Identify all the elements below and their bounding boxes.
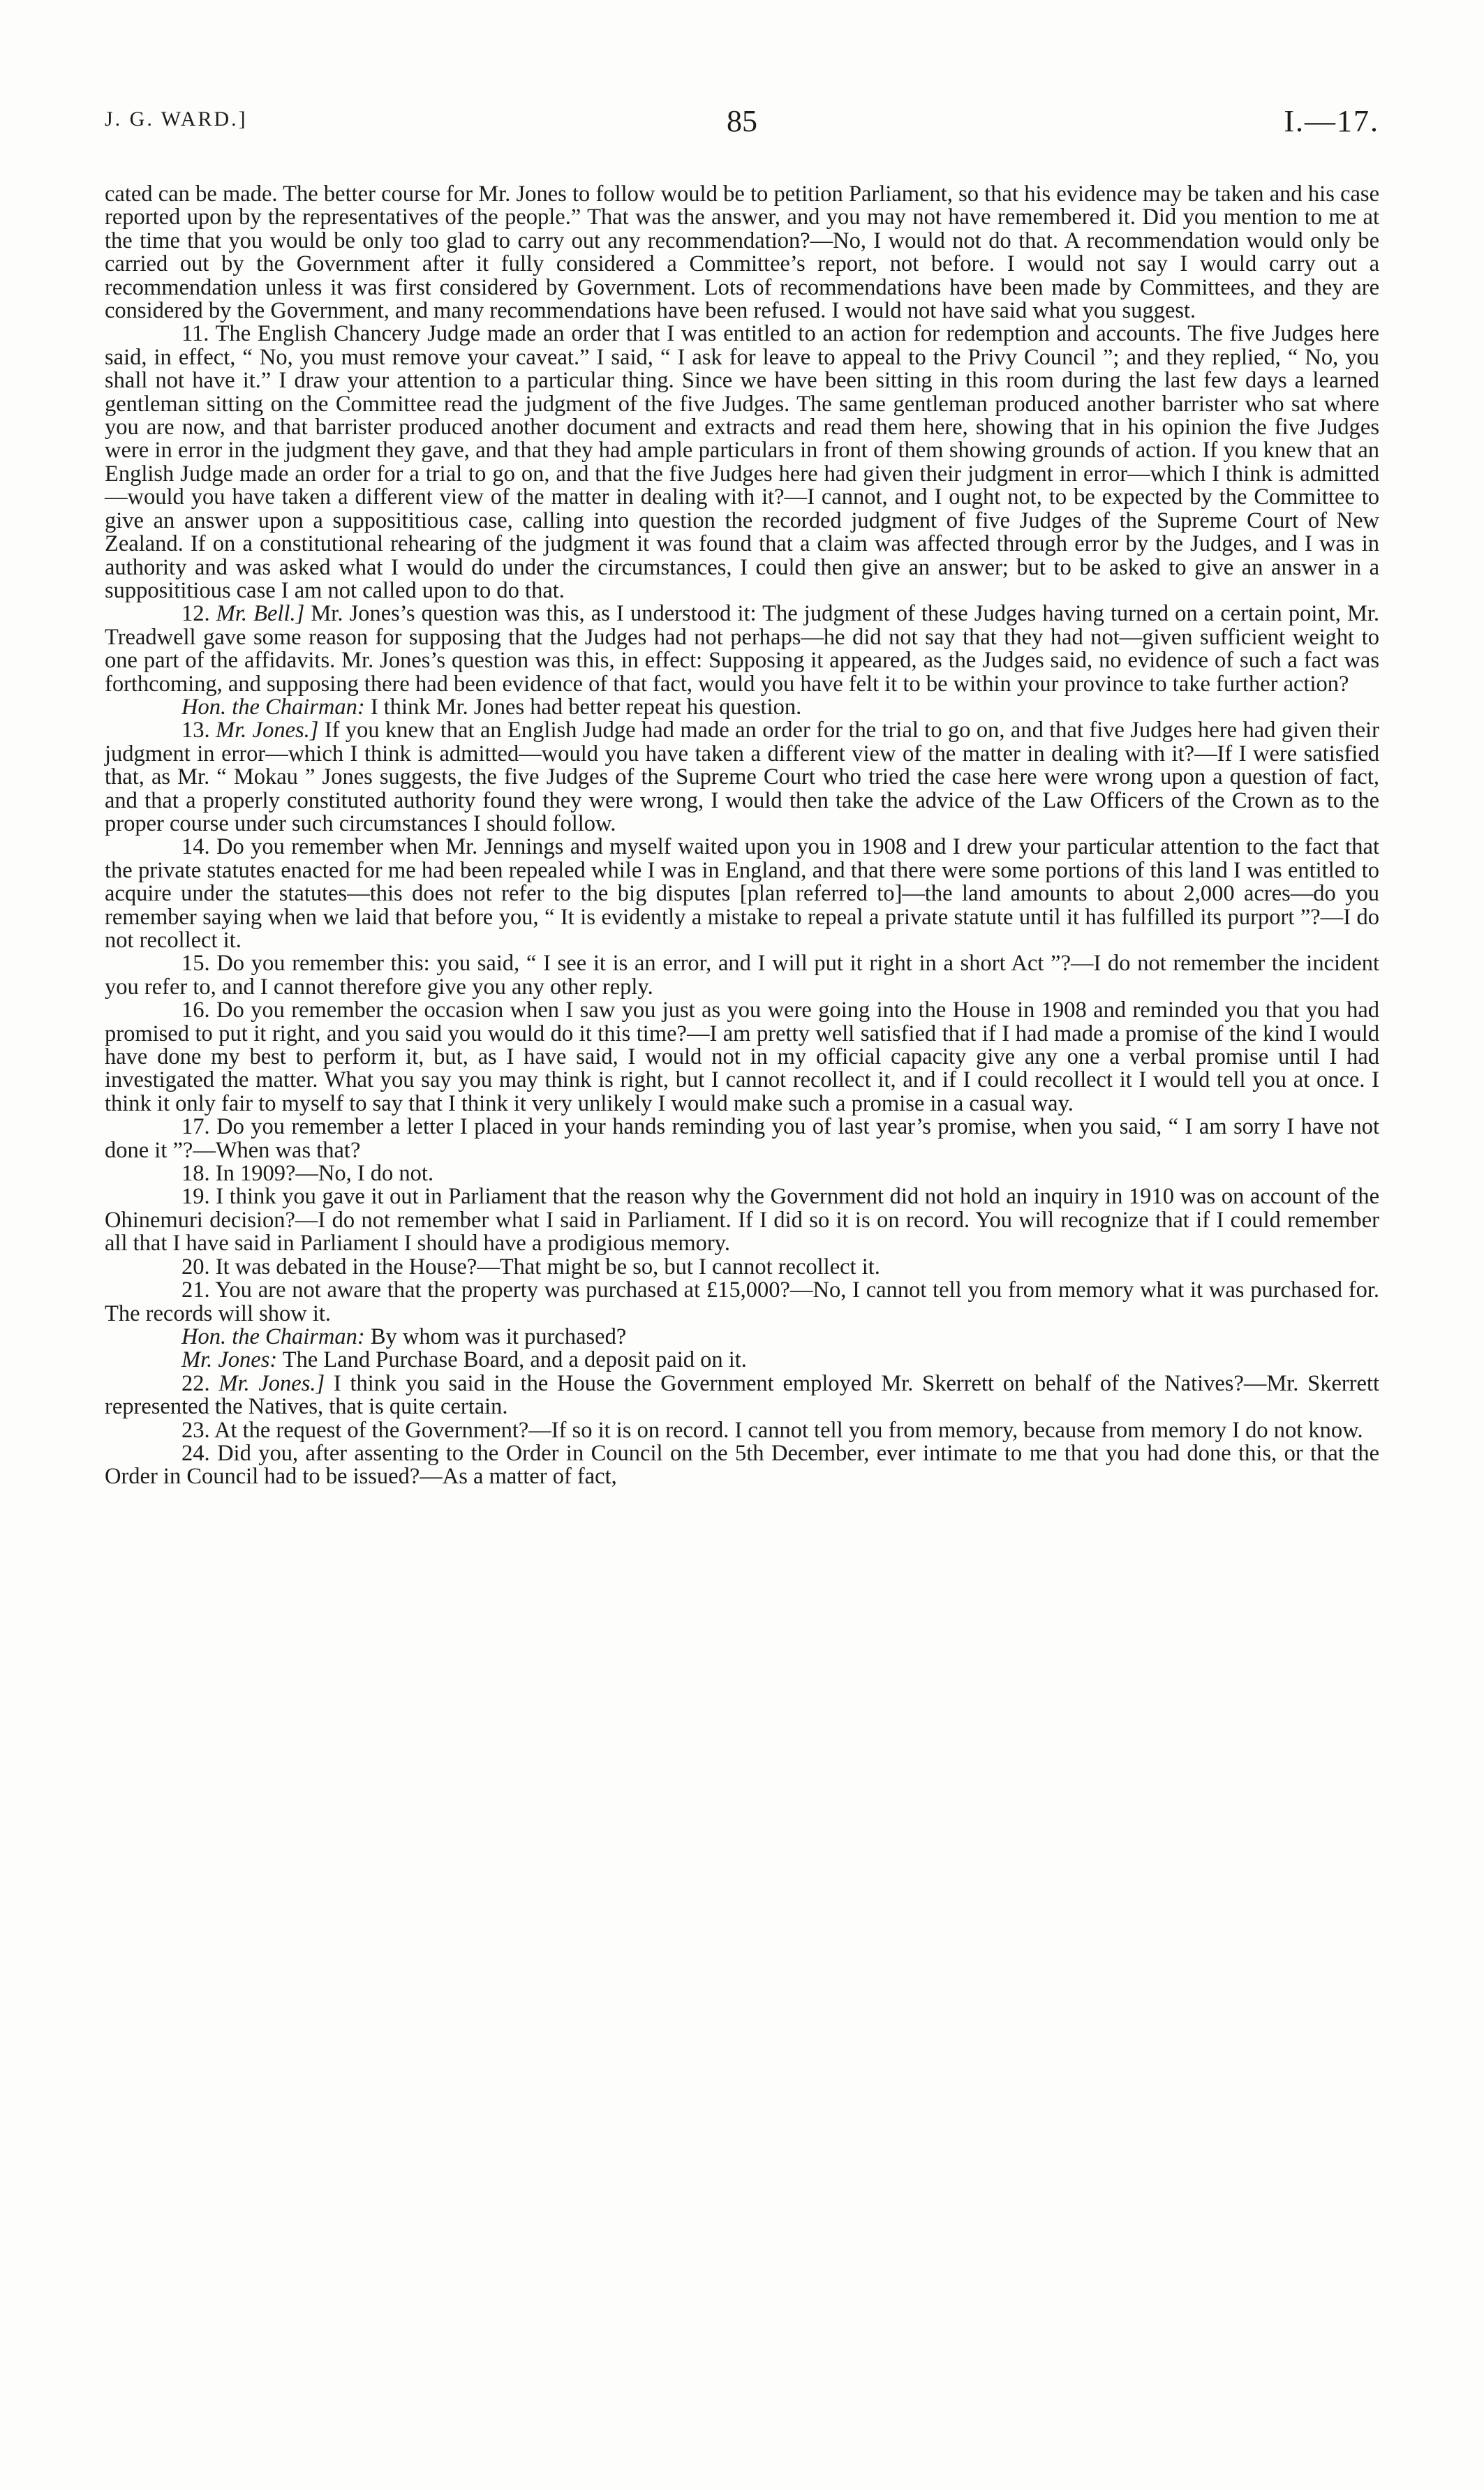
paragraph-text: Do you remember a letter I placed in your hands reminding you of last year’s promise, when you said, “ I am sorry I have not done it ”?—When was that?: [105, 1114, 1380, 1163]
paragraph-text: The Land Purchase Board, and a deposit paid on it.: [282, 1347, 747, 1373]
question-paragraph: [105, 1419, 1379, 1442]
speaker-label: Mr. Jones.]: [218, 1370, 325, 1396]
witness-name: J. G. WARD.]: [105, 108, 248, 131]
paper-reference: I.—17.: [1284, 104, 1379, 138]
question-number: 15.: [181, 951, 210, 977]
paragraph-text: I think Mr. Jones had better repeat his question.: [370, 694, 802, 720]
question-paragraph: [105, 323, 1379, 602]
paragraph-text: If you knew that an English Judge had made an order for the trial to go on, and that five Judges here had given their judgment in error—which I think is admitted—would you have taken a different view of the matter in dealing with it?—If I were satisfied that, as Mr. “ Mokau ” Jones suggests, the five Judges of the Supreme Court who tried the case here were wrong upon a question of fact, and that a properly constituted authority found they were wrong, I would then take the advice of the Law Officers of the Crown as to the proper course under such circumstances I should follow.: [105, 718, 1380, 836]
speaker-paragraph: [105, 1349, 1379, 1372]
question-number: 17.: [181, 1114, 210, 1140]
question-paragraph: [105, 999, 1379, 1116]
paragraph-text: Do you remember the occasion when I saw you just as you were going into the House in 1908 and reminded you that you had promised to put it right, and you said you would do it this time?—I am pretty well satisfied that if I had made a promise of the kind I would have done my best to perform it, but, as I have said, I would not in my official capacity give any one a verbal promise until I had investigated the matter. What you say you may think is right, but I cannot recollect it, and if I could recollect it I would tell you at once. I think it only fair to myself to say that I think it very unlikely I would make such a promise in a casual way.: [105, 998, 1379, 1116]
question-number: 16.: [181, 998, 210, 1023]
evidence-text: [105, 183, 1379, 1489]
paragraph-text: Do you remember when Mr. Jennings and myself waited upon you in 1908 and I drew your particular attention to the fact that the private statutes enacted for me had been repealed while I was in England, and that there were some portions of this land I was entitled to acquire under the statutes—this does not refer to the big disputes [plan referred to]—the land amounts to about 2,000 acres—do you remember saying when we laid that before you, “ It is evidently a mistake to repeal a private statute until it has fulfilled its purport ”?—I do not recollect it.: [105, 834, 1380, 953]
question-paragraph: [105, 952, 1379, 999]
speaker-label: Mr. Jones:: [181, 1347, 278, 1373]
speaker-paragraph: [105, 1326, 1379, 1349]
paragraph-text: I think you said in the House the Government employed Mr. Skerrett on behalf of the Natives?—Mr. Skerrett represented the Natives, that is quite certain.: [105, 1370, 1380, 1420]
question-number: 13.: [181, 718, 210, 743]
paragraph-text: By whom was it purchased?: [370, 1324, 627, 1349]
question-paragraph: [105, 602, 1379, 696]
question-paragraph: [105, 1442, 1379, 1489]
page-number: 85: [727, 104, 757, 138]
speaker-label: Mr. Bell.]: [216, 601, 305, 627]
paragraph-text: It was debated in the House?—That might be so, but I cannot recollect it.: [215, 1254, 880, 1280]
question-paragraph: [105, 719, 1379, 836]
paragraph-text: cated can be made. The better course for Mr. Jones to follow would be to petition Parliament, so that his evidence may be taken and his case reported upon by the representatives of the people.” That was the answer, and you may not have remembered it. Did you mention to me at the time that you would be only too glad to carry out any recommendation?—No, I would not do that. A recommendation would only be carried out by the Government after it fully considered a Committee’s report, not before. I would not say I would carry out a recommendation unless it was first considered by Government. Lots of recommendations have been made by Committees, and they are considered by the Government, and many recommendations have been refused. I would not have said what you suggest.: [105, 181, 1379, 324]
question-number: 20.: [181, 1254, 210, 1280]
question-number: 24.: [181, 1440, 210, 1466]
paragraph-text: In 1909?—No, I do not.: [215, 1161, 434, 1187]
question-number: 19.: [181, 1184, 210, 1210]
question-number: 21.: [181, 1277, 210, 1303]
question-number: 12.: [181, 601, 210, 627]
question-paragraph: [105, 1256, 1379, 1279]
question-number: 14.: [181, 834, 210, 860]
question-paragraph: [105, 1162, 1379, 1185]
paragraph-text: Did you, after assenting to the Order in Council on the 5th December, ever intimate to me that you had done this, or that the Order in Council had to be issued?—As a matter of fact,: [105, 1440, 1380, 1490]
question-number: 23.: [181, 1417, 210, 1443]
question-paragraph: [105, 1116, 1379, 1162]
question-paragraph: [105, 1279, 1379, 1326]
question-paragraph: [105, 836, 1379, 952]
question-paragraph: [105, 1185, 1379, 1255]
paragraph-text: Do you remember this: you said, “ I see it is an error, and I will put it right in a short Act ”?—I do not remember the incident you refer to, and I cannot therefore give you any other reply.: [105, 951, 1379, 1000]
paragraph-text: The English Chancery Judge made an order that I was entitled to an action for redemption and accounts. The five Judges here said, in effect, “ No, you must remove your caveat.” I said, “ I ask for leave to appeal to the Privy Council ”; and they replied, “ No, you shall not have it.” I draw your attention to a particular thing. Since we have been sitting in this room during the last few days a learned gentleman sitting on the Committee read the judgment of the five Judges. The same gentleman produced another barrister who sat where you are now, and that barrister produced another document and extracts and read them here, showing that in his opinion the five Judges were in error in the judgment they gave, and that they had ample particulars in front of them showing grounds of action. If you knew that an English Judge made an order for a trial to go on, and that the five Judges here had given their judgment in error—which I think is admitted—would you have taken a different view of the matter in dealing with it?—I cannot, and I ought not, to be expected by the Committee to give an answer upon a supposititious case, calling into question the recorded judgment of five Judges of the Supreme Court of New Zealand. If on a constitutional rehearing of the judgment it was found that a claim was affected through error by the Judges, and I was in authority and was asked what I would do under the circumstances, I could then give an answer; but to be asked to give an answer in a supposititious case I am not called upon to do that.: [105, 321, 1379, 603]
paragraph: [105, 183, 1379, 323]
speaker-label: Hon. the Chairman:: [181, 694, 365, 720]
speaker-label: Mr. Jones.]: [216, 718, 319, 743]
question-paragraph: [105, 1372, 1379, 1419]
speaker-paragraph: [105, 696, 1379, 719]
question-number: 11.: [181, 321, 209, 347]
question-number: 22.: [181, 1370, 210, 1396]
paragraph-text: I think you gave it out in Parliament that the reason why the Government did not hold an inquiry in 1910 was on account of the Ohinemuri decision?—I do not remember what I said in Parliament. If I did so it is on record. You will recognize that if I could remember all that I have said in Parliament I should have a prodigious memory.: [105, 1184, 1380, 1257]
page-header: [105, 103, 1379, 145]
speaker-label: Hon. the Chairman:: [181, 1324, 365, 1349]
paragraph-text: You are not aware that the property was purchased at £15,000?—No, I cannot tell you from memory what it was purchased for. The records will show it.: [105, 1277, 1379, 1326]
paragraph-text: At the request of the Government?—If so it is on record. I cannot tell you from memory, because from memory I do not know.: [214, 1417, 1363, 1443]
question-number: 18.: [181, 1161, 210, 1187]
paragraph-text: Mr. Jones’s question was this, as I understood it: The judgment of these Judges having turned on a certain point, Mr. Treadwell gave some reason for supposing that the Judges had not perhaps—he did not say that they had not—given sufficient weight to one part of the affidavits. Mr. Jones’s question was this, in effect: Supposing it appeared, as the Judges said, no evidence of such a fact was forthcoming, and supposing there had been evidence of that fact, would you have felt it to be within your province to take further action?: [105, 601, 1380, 697]
